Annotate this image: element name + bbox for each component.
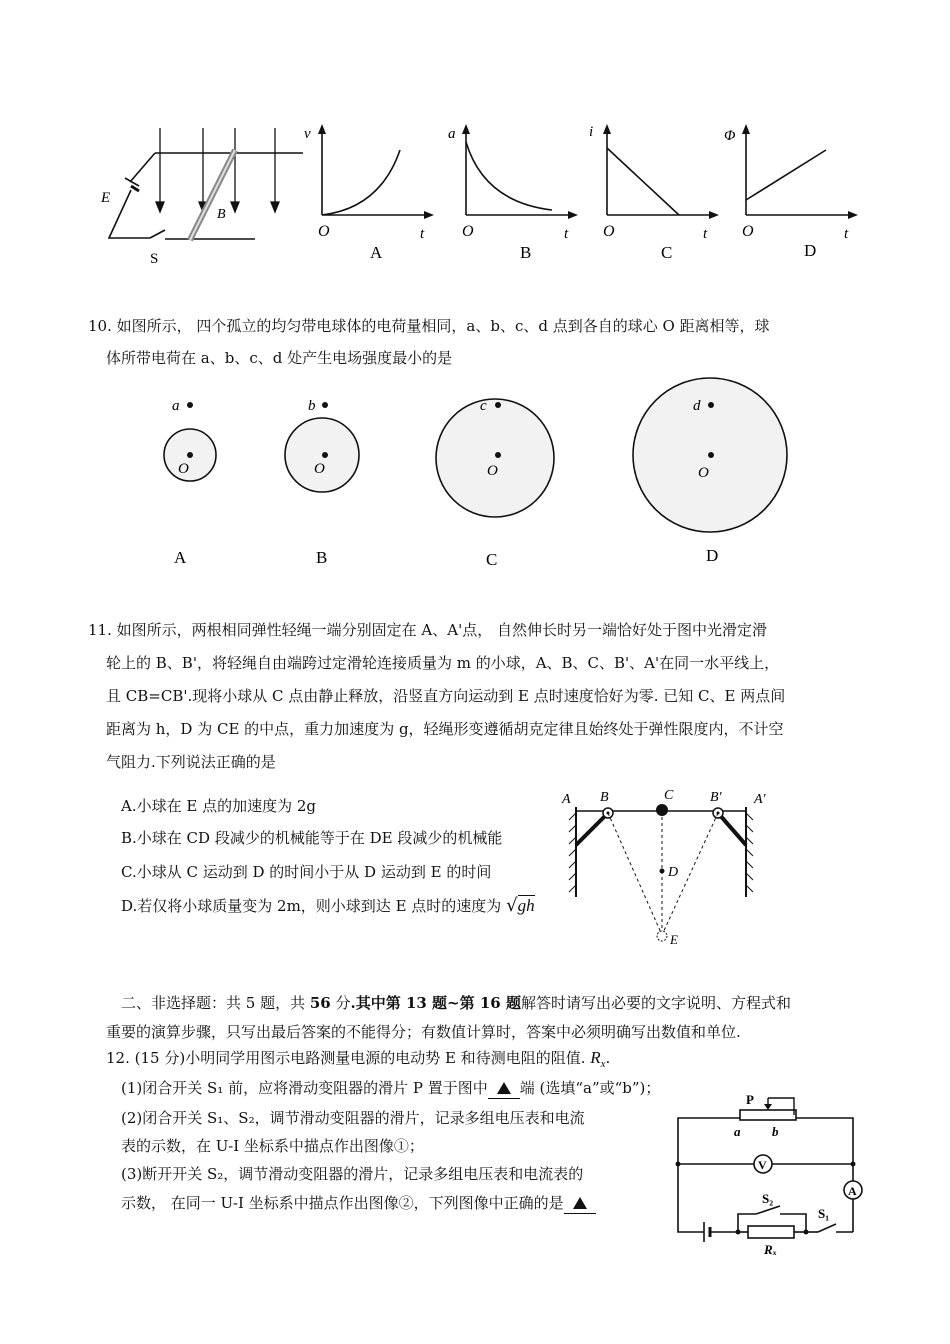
q12-rx-sub: x: [600, 1058, 606, 1070]
q12-part3-line2: [121, 1193, 596, 1214]
graph-A-x-label: t: [420, 226, 425, 242]
q11-number: 11.: [88, 621, 112, 639]
pulley-label-D: D: [668, 865, 679, 880]
graph-option-A: [300, 120, 440, 265]
q10-spheres-figure: [150, 375, 810, 575]
q12-part1: [121, 1078, 660, 1099]
graph-C-y-label: i: [589, 124, 594, 140]
sphere-A-point: a: [172, 398, 180, 414]
q11-option-B[interactable]: B.小球在 CD 段减少的机械能等于在 DE 段减少的机械能: [121, 829, 503, 847]
q10-number: 10.: [88, 317, 112, 335]
circuit-label-b: b: [772, 1124, 779, 1139]
graph-option-D: [724, 120, 864, 265]
answer-triangle-icon: [573, 1197, 587, 1209]
sphere-B-option: B: [316, 548, 328, 567]
sphere-D-option: D: [706, 546, 719, 565]
graph-C-origin: O: [603, 223, 615, 240]
ammeter-label: A: [848, 1184, 857, 1198]
sphere-C-option: C: [486, 550, 498, 569]
circuit-label-P: P: [746, 1092, 754, 1107]
q11-option-D-text: D.若仅将小球质量变为 2m，则小球到达 E 点时的速度为: [121, 897, 502, 915]
circuit-label-S1: S₁: [818, 1206, 830, 1221]
q12-part1-answer-blank[interactable]: [488, 1078, 520, 1099]
graph-D-y-label: Φ: [724, 128, 736, 144]
q12-part2-line2: 表的示数，在 U-I 坐标系中描点作出图像①；: [121, 1137, 424, 1155]
q10-stem-1: 如图所示， 四个孤立的均匀带电球体的电荷量相同，a、b、c、d 点到各自的球心 O 距离相等，球: [116, 317, 770, 335]
q11-option-C[interactable]: C.小球从 C 运动到 D 的时间小于从 D 运动到 E 的时间: [121, 863, 492, 881]
graph-C-option: C: [661, 243, 673, 262]
sphere-D-point: d: [693, 398, 701, 414]
q10-line1: [88, 316, 770, 336]
answer-triangle-icon: [497, 1082, 511, 1094]
sqrt-symbol: √: [506, 895, 518, 916]
q12-part1-b: 端 (选填“a”或“b”)；: [519, 1079, 661, 1097]
q10-line2: 体所带电荷在 a、b、c、d 处产生电场强度最小的是: [106, 349, 453, 367]
graph-B-x-label: t: [564, 226, 569, 242]
q11-line4: 距离为 h，D 为 CE 的中点，重力加速度为 g，轻绳形变遵循胡克定律且始终处于弹性限度内，不计空: [106, 720, 784, 738]
q9-circuit-figure: [95, 120, 315, 270]
pulley-label-A: A: [562, 792, 571, 807]
q12-part2-line1: (2)闭合开关 S₁、S₂，调节滑动变阻器的滑片，记录多组电压表和电流: [121, 1109, 585, 1127]
graph-B-origin: O: [462, 223, 474, 240]
q11-line2: 轮上的 B、B'，将轻绳自由端跨过定滑轮连接质量为 m 的小球，A、B、C、B'、A'在同一水平线上，: [106, 654, 780, 672]
graph-B-y-label: a: [448, 126, 456, 142]
sphere-B-point: b: [308, 398, 316, 414]
q12-part3-line1: (3)断开开关 S₂，调节滑动变阻器的滑片，记录多组电压表和电流表的: [121, 1165, 584, 1183]
graph-A-option: A: [370, 243, 383, 262]
q12-part1-a: (1)闭合开关 S₁ 前，应将滑动变阻器的滑片 P 置于图中: [121, 1079, 488, 1097]
pulley-label-E: E: [670, 932, 678, 947]
graph-D-option: D: [804, 241, 817, 260]
q11-line3: 且 CB=CB'.现将小球从 C 点由静止释放，沿竖直方向运动到 E 点时速度恰好为零. 已知 C、E 两点间: [106, 687, 786, 705]
section2-line1: [121, 993, 791, 1013]
graph-A-y-label: v: [304, 126, 311, 142]
q11-pulley-figure: [556, 785, 786, 950]
graph-D-origin: O: [742, 223, 754, 240]
sphere-A-option: A: [174, 548, 187, 567]
q12-part3-text: 示数， 在同一 U-I 坐标系中描点作出图像②，下列图像中正确的是: [121, 1194, 564, 1212]
q12-intro: 12. (15 分)小明同学用图示电路测量电源的电动势 E 和待测电阻的阻值. $R_x$.: [106, 1048, 611, 1070]
circuit-label-Rx: Rₓ: [764, 1242, 778, 1257]
q12-intro-text: (15 分)小明同学用图示电路测量电源的电动势 E 和待测电阻的阻值.: [134, 1049, 586, 1067]
q11-stem-1: 如图所示，两根相同弹性轻绳一端分别固定在 A、A'点， 自然伸长时另一端恰好处于图中光滑定滑: [116, 621, 767, 639]
voltmeter-label: V: [758, 1158, 767, 1172]
graph-A-origin: O: [318, 223, 330, 240]
label-E: E: [101, 190, 111, 206]
graph-B-option: B: [520, 243, 532, 262]
circuit-label-S2: S₂: [762, 1191, 774, 1206]
pulley-label-C: C: [664, 788, 674, 803]
graph-C-x-label: t: [703, 226, 708, 242]
q11-option-D[interactable]: [121, 896, 535, 916]
section2-text-d: .其中第 13 题~第 16 题: [350, 994, 521, 1012]
sphere-D-center: O: [698, 465, 709, 481]
graph-option-B: [444, 120, 584, 265]
q12-circuit-diagram: [668, 1090, 868, 1260]
sphere-B-center: O: [314, 461, 325, 477]
q11-option-D-expr: gh: [517, 896, 535, 915]
q12-rx: R: [590, 1048, 601, 1067]
label-S: S: [150, 251, 159, 267]
sphere-C-point: c: [480, 398, 487, 414]
graph-D-x-label: t: [844, 226, 849, 242]
q11-option-A[interactable]: A.小球在 E 点的加速度为 2g: [121, 797, 317, 815]
q12-part3-answer-blank[interactable]: [564, 1193, 596, 1214]
q12-number: 12.: [106, 1049, 130, 1067]
section2-text-c: 分: [330, 994, 351, 1012]
q11-line5: 气阻力.下列说法正确的是: [106, 753, 276, 771]
pulley-label-B-prime: B': [710, 790, 722, 805]
section2-line2: 重要的演算步骤，只写出最后答案的不能得分；有数值计算时，答案中必须明确写出数值和单位.: [106, 1023, 741, 1041]
section2-text-a: 二、非选择题：共 5 题，共: [121, 994, 310, 1012]
pulley-label-B: B: [600, 790, 609, 805]
section2-score: 56: [309, 994, 331, 1012]
sphere-C-center: O: [487, 463, 498, 479]
sphere-A-center: O: [178, 461, 189, 477]
q11-line1: [88, 620, 767, 640]
graph-option-C: [585, 120, 725, 265]
pulley-label-A-prime: A': [754, 792, 766, 807]
circuit-label-a: a: [734, 1124, 741, 1139]
section2-text-e: 解答时请写出必要的文字说明、方程式和: [520, 994, 791, 1012]
label-B: B: [217, 207, 226, 222]
